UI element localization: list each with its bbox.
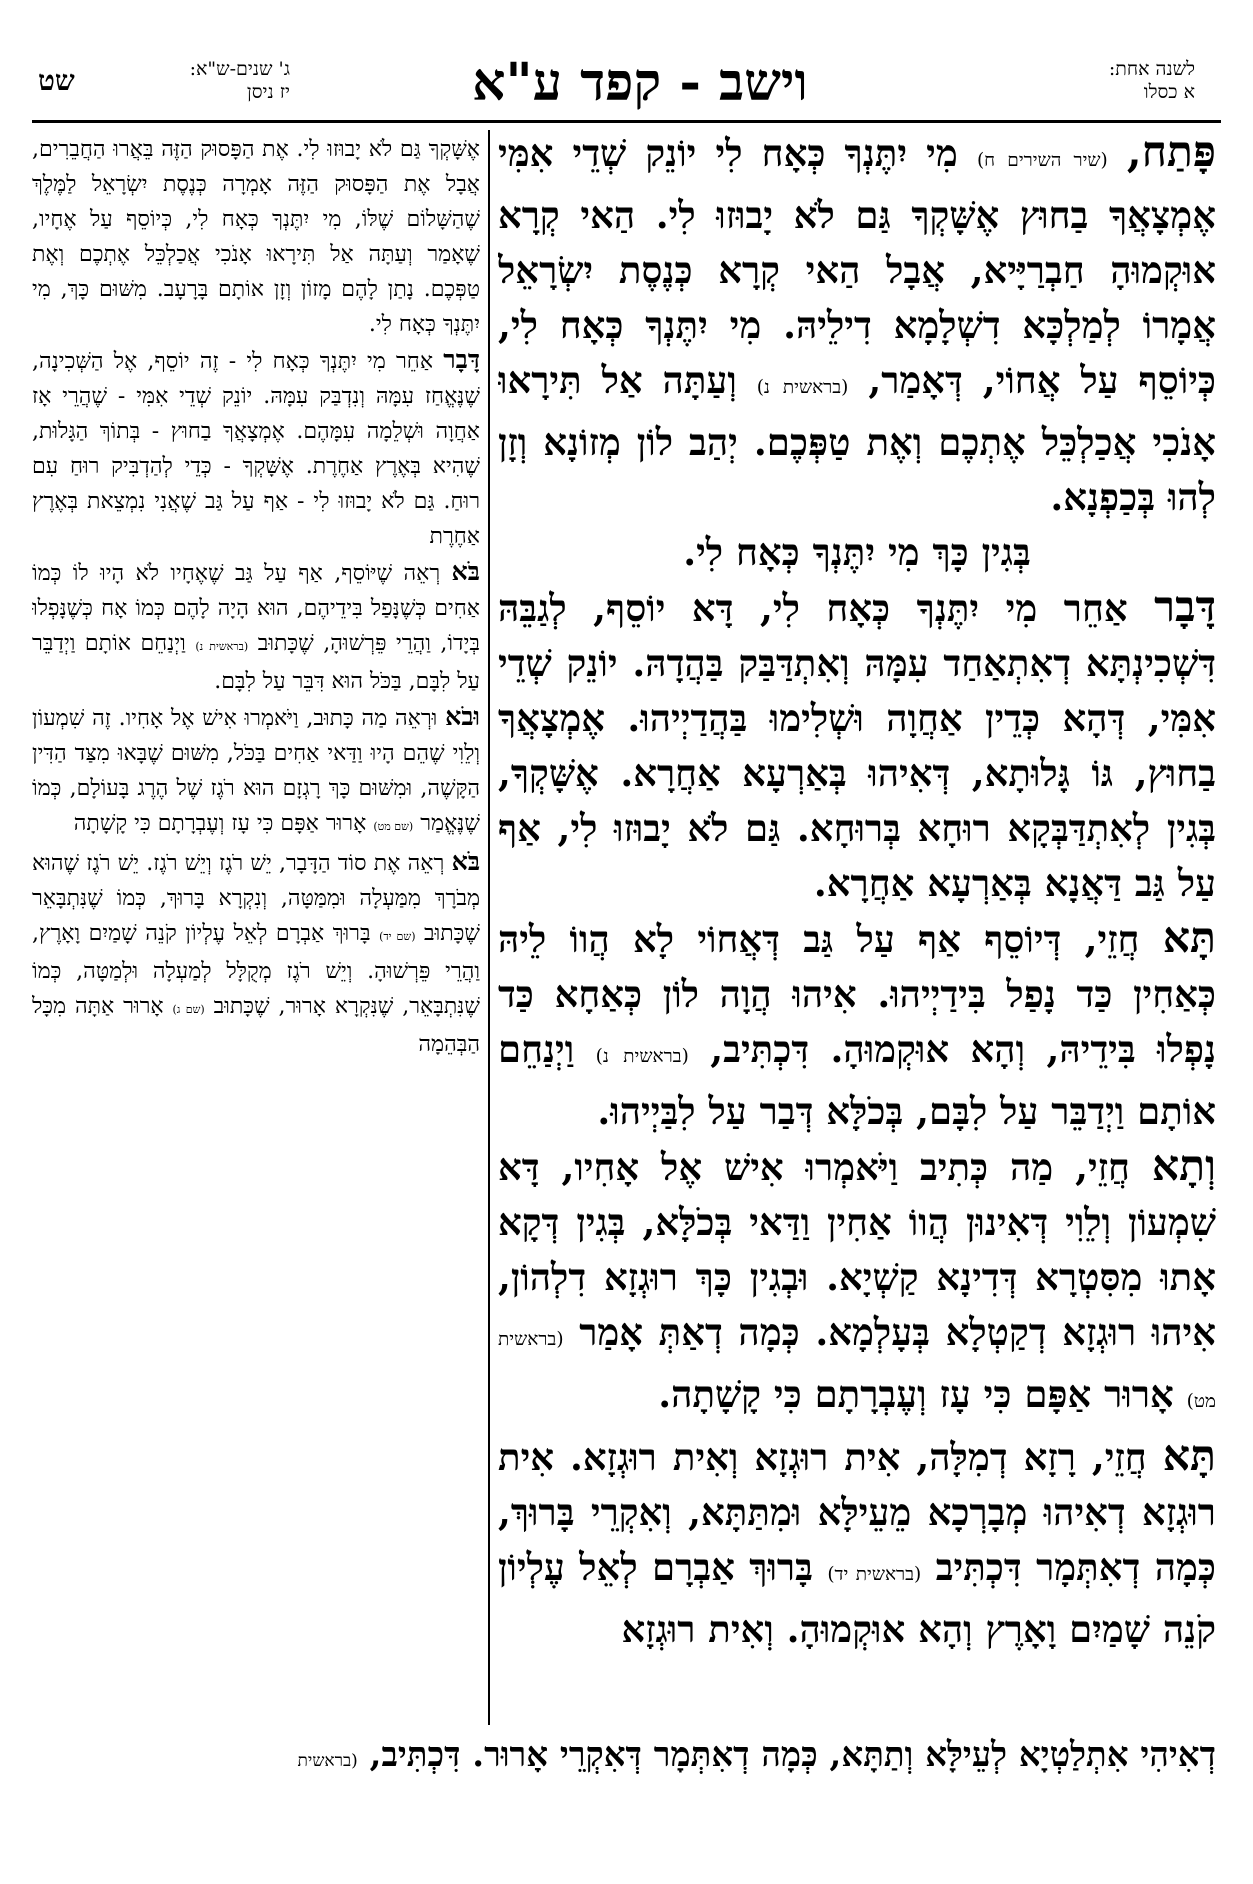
side-paragraph-4 xyxy=(32,699,480,844)
paragraph-lead-word: בֹּא xyxy=(451,556,480,586)
paragraph-lead-word: דָּבָר xyxy=(1154,582,1216,632)
source-reference: (בראשית יד) xyxy=(827,1564,922,1585)
page-number: שט xyxy=(38,64,75,97)
paragraph-text: אָרוּר אַתָּה מִכָּל הַבְּהֵמָה xyxy=(32,994,480,1057)
main-paragraph-2 xyxy=(498,580,1216,911)
left-date-info xyxy=(120,58,290,104)
bottom-continuation-line xyxy=(32,1735,1216,1795)
main-paragraph-5 xyxy=(498,1429,1216,1657)
paragraph-text: אַחֵר מִי יִתֶּנְךָ כְּאָח לִי, דָּא יוֹסֵף, לְגַבֵּהּ דִּשְׁכִינְתָּא דְאִתְאַחַד עִמָּהּ וְאִתְדַּבַּק בַּהֲדָהּ. יוֹנֵק שְׁדֵי אִמִּי, דְּהָא כְּדֵין אַחֲוָה וּשְׁלִימוּ בַּהֲדַיְיהוּ. אֶמְצָאֲךָ בַחוּץ, גּוֹ גָּלוּתָא, דְּאִיהוּ בְּאַרְעָא אַחֲרָא. אֶשָּׁקְךָ, בְּגִין לְאִתְדַּבְּקָא רוּחָא בְּרוּחָא. גַּם לֹא יָבוּזוּ לִי, אַף עַל גַּב דַּאֲנָא בְּאַרְעָא אַחֲרָא. xyxy=(498,586,1216,905)
source-reference: (שם ג) xyxy=(172,1003,205,1016)
paragraph-text: חֲזֵי, רָזָא דְמִלָּה, אִית רוּגְזָא וְאִית רוּגְזָא. אִית רוּגְזָא דְאִיהוּ מְבָרְכָא מֵעֵילָּא וּמִתַּתָּא, וְאִקְרֵי בָּרוּךְ, כְּמָה דְאִתְּמָר דִּכְתִּיב xyxy=(498,1435,1216,1589)
paragraph-text: וַיְנַחֵם אוֹתָם וַיְדַבֵּר עַל לִבָּם, בַּכֹּל הוּא דִּבֵּר עַל לִבָּם. xyxy=(32,631,480,694)
paragraph-lead-word: פָּתַח, xyxy=(1126,127,1216,177)
paragraph-text: אַחֵר מִי יִתֶּנְךָ כְּאָח לִי - זֶה יוֹסֵף, אֶל הַשְּׁכִינָה, שֶׁנֶּאֱחַז עִמָּהּ וְנִדְבַּק עִמָּהּ. יוֹנֵק שְׁדֵי אִמִּי - שֶׁהֲרֵי אָז אַחֲוָה וּשְׁלֵמָה עִמָּהֶם. אֶמְצָאֲךָ בַחוּץ - בְּתוֹךְ הַגָּלוּת, שֶׁהִיא בְּאֶרֶץ אַחֶרֶת. אֶשָּׁקְךָ - כְּדֵי לְהַדְבִּיק רוּחַ עִם רוּחַ. גַּם לֹא יָבוּזוּ לִי - אַף עַל גַּב שֶׁאֲנִי נִמְצֵאת בְּאֶרֶץ אַחֶרֶת xyxy=(32,349,480,549)
bottom-text: דְאִיהִי אִתְלַטְיָא לְעֵילָּא וְתַתָּא, כְּמָה דְאִתְּמָר דְּאִקְרֵי אָרוּר. דִּכְתִּיב, xyxy=(369,1735,1216,1775)
main-paragraph-1 xyxy=(498,125,1216,525)
paragraph-lead-word: בֹּא xyxy=(451,846,480,876)
source-reference: (בראשית נ) xyxy=(195,640,249,653)
side-paragraph-1: אֶשָּׁקְךָ גַּם לֹא יָבוּזוּ לִי. אֶת הַפָּסוּק הַזֶּה בֵּאֲרוּ הַחֲבֵרִים, אֲבָל אֶת הַפָּסוּק הַזֶּה אָמְרָה כְּנֶסֶת יִשְׂרָאֵל לַמֶּלֶךְ שֶׁהַשָּׁלוֹם שֶׁלּוֹ, מִי יִתֶּנְךָ כְּאָח לִי, כְּיוֹסֵף עַל אֶחָיו, שֶׁאָמַר וְעַתָּה אַל תִּירָאוּ אָנֹכִי אֲכַלְכֵּל אֶתְכֶם וְאֶת טַפְּכֶם. נָתַן לָהֶם מָזוֹן וְזָן אוֹתָם בָּרָעָב. מִשּׁוּם כָּךְ, מִי יִתֶּנְךָ כְּאָח לִי. xyxy=(32,137,480,337)
page-title: וישב - קפד ע"א xyxy=(472,52,808,113)
paragraph-lead-word: תָּא xyxy=(1162,913,1216,963)
side-paragraph-5 xyxy=(32,844,480,1062)
paragraph-text: חֲזֵי, דְּיוֹסֵף אַף עַל גַּב דְּאֲחוֹי לָא הֲווֹ לֵיהּ כְּאַחִין כַּד נָפַל בִּידַיְיהוּ. אִיהוּ הֲוָה לוֹן כְּאַחָא כַּד נָפְלוּ בִּידֵיהּ, וְהָא אוּקְמוּהָ. דִּכְתִּיב, xyxy=(498,917,1216,1071)
paragraph-lead-word: דָּבָר xyxy=(443,344,480,374)
hebrew-translation-column xyxy=(32,132,480,1722)
left-info-line2: יז ניסן xyxy=(246,81,290,103)
paragraph-lead-word: וּבֹא xyxy=(445,701,480,731)
source-reference: (שם יד) xyxy=(379,930,416,943)
paragraph-text: רְאֵה אֶת סוֹד הַדָּבָר, יֵשׁ רֹגֶז וְיֵשׁ רֹגֶז. יֵשׁ רֹגֶז שֶׁהוּא מְבֹרָךְ מִמַּעְלָה וּמִמַּטָּה, וְנִקְרָא בָּרוּךְ, כְּמוֹ שֶׁנִּתְבָּאֵר שֶׁכָּתוּב xyxy=(32,851,480,946)
paragraph-text: רְאֵה שֶׁיּוֹסֵף, אַף עַל גַּב שֶׁאֶחָיו לֹא הָיוּ לוֹ כְּמוֹ אַחִים כְּשֶׁנָּפַל בִּידֵיהֶם, הוּא הָיָה לָהֶם כְּמוֹ אָח כְּשֶׁנָּפְלוּ בְּיָדוֹ, וַהֲרֵי פֵּרְשׁוּהָ, שֶׁכָּתוּב xyxy=(32,561,480,656)
right-date-info xyxy=(965,58,1195,104)
paragraph-text: וְעַתָּה אַל תִּירָאוּ אָנֹכִי אֲכַלְכֵּל אֶתְכֶם וְאֶת טַפְּכֶם. יְהַב לוֹן מְזוֹנָא וְזָן לְהוּ בְּכַפְנָא. xyxy=(498,358,1216,519)
source-reference: (בראשית xyxy=(297,1751,358,1771)
source-reference: (בראשית נ) xyxy=(595,1046,689,1067)
paragraph-text: אָרוּר אַפָּם כִּי עָז וְעֶבְרָתָם כִּי קָשָׁתָה. xyxy=(658,1372,1174,1416)
paragraph-text: וּרְאֵה מַה כָּתוּב, וַיֹּאמְרוּ אִישׁ אֶל אָחִיו. זֶה שִׁמְעוֹן וְלֵוִי שֶׁהֵם הָיוּ וַדַּאי אַחִים בַּכֹּל, מִשּׁוּם שֶׁבָּאוּ מִצַּד הַדִּין הַקָּשֶׁה, וּמִשּׁוּם כָּךְ רָגְזָם הוּא רֹגֶז שֶׁל הֶרֶג בָּעוֹלָם, כְּמוֹ שֶׁנֶּאֱמַר xyxy=(32,706,480,836)
paragraph-text: חֲזֵי, מַה כְּתִיב וַיֹּאמְרוּ אִישׁ אֶל אָחִיו, דָּא שִׁמְעוֹן וְלֵוִי דְּאִינוּן הֲווֹ אַחִין וַדַּאי בְּכֹלָּא, בְּגִין דְּקָא אָתוּ מִסִּטְרָא דְּדִינָא קַשְׁיָא. וּבְגִין כָּךְ רוּגְזָא דִלְהוֹן, אִיהוּ רוּגְזָא דְקַטְלָא בְּעָלְמָא. כְּמָה דְאַתְּ אָמַר xyxy=(498,1145,1216,1354)
side-paragraph-2 xyxy=(32,342,480,554)
source-reference: (שיר השירים ח) xyxy=(976,150,1108,171)
right-info-line2: א כסלו xyxy=(1143,81,1195,103)
paragraph-text: בָּרוּךְ אַבְרָם לְאֵל עֶלְיוֹן קֹנֵה שָׁמַיִם וָאָרֶץ, וַהֲרֵי פֵּרְשׁוּהָ. וְיֵשׁ רֹגֶז מְקֻלָּל לְמַעְלָה וּלְמַטָּה, כְּמוֹ שֶׁנִּתְבָּאֵר, שֶׁנִּקְרָא אָרוּר, שֶׁכָּתוּב xyxy=(32,921,480,1019)
header-divider xyxy=(32,120,1221,123)
paragraph-text: בָּרוּךְ אַבְרָם לְאֵל עֶלְיוֹן קֹנֵה שָׁמַיִם וָאָרֶץ וְהָא אוּקְמוּהָ. וְאִית רוּגְזָא xyxy=(498,1545,1216,1651)
main-aramaic-column xyxy=(498,125,1216,1735)
left-info-line1: ג' שנים-ש"א: xyxy=(189,58,290,80)
main-paragraph-3 xyxy=(498,911,1216,1139)
paragraph-lead-word: תָּא xyxy=(1162,1431,1216,1481)
paragraph-closing-line: בְּגִין כָּךְ מִי יִתֶּנְךָ כְּאָח לִי. xyxy=(683,530,1031,574)
source-reference: (שם מט) xyxy=(373,820,414,833)
source-reference: (בראשית נ) xyxy=(756,377,849,398)
side-paragraph-3 xyxy=(32,554,480,699)
paragraph-text: מִי יִתֶּנְךָ כְּאָח לִי יוֹנֵק שְׁדֵי אִמִּי אֶמְצָאֲךָ בַחוּץ אֶשָּׁקְךָ גַּם לֹא יָבוּזוּ לִי. הַאי קְרָא אוּקְמוּהָ חַבְרַיָּיא, אֲבָל הַאי קְרָא כְּנֶסֶת יִשְׂרָאֵל אֲמָרוֹ לְמַלְכָּא דִשְׁלָמָא דִילֵיהּ. מִי יִתֶּנְךָ כְּאָח לִי, כְּיוֹסֵף עַל אֲחוֹי, דְּאָמַר, xyxy=(498,131,1216,402)
main-paragraph-4 xyxy=(498,1139,1216,1429)
paragraph-lead-word: וְתָא xyxy=(1151,1141,1216,1191)
right-info-line1: לשנה אחת: xyxy=(1108,58,1195,80)
paragraph-text: אָרוּר אַפָּם כִּי עָז וְעֶבְרָתָם כִּי קָשָׁתָה xyxy=(73,811,367,836)
paragraph-text: וַיְנַחֵם אוֹתָם וַיְדַבֵּר עַל לִבָּם, בְּכֹלָּא דְּבַר עַל לִבַּיְיהוּ. xyxy=(498,1027,1216,1133)
source-reference: (בראשית מט) xyxy=(498,1329,1216,1412)
column-divider xyxy=(488,130,490,1725)
